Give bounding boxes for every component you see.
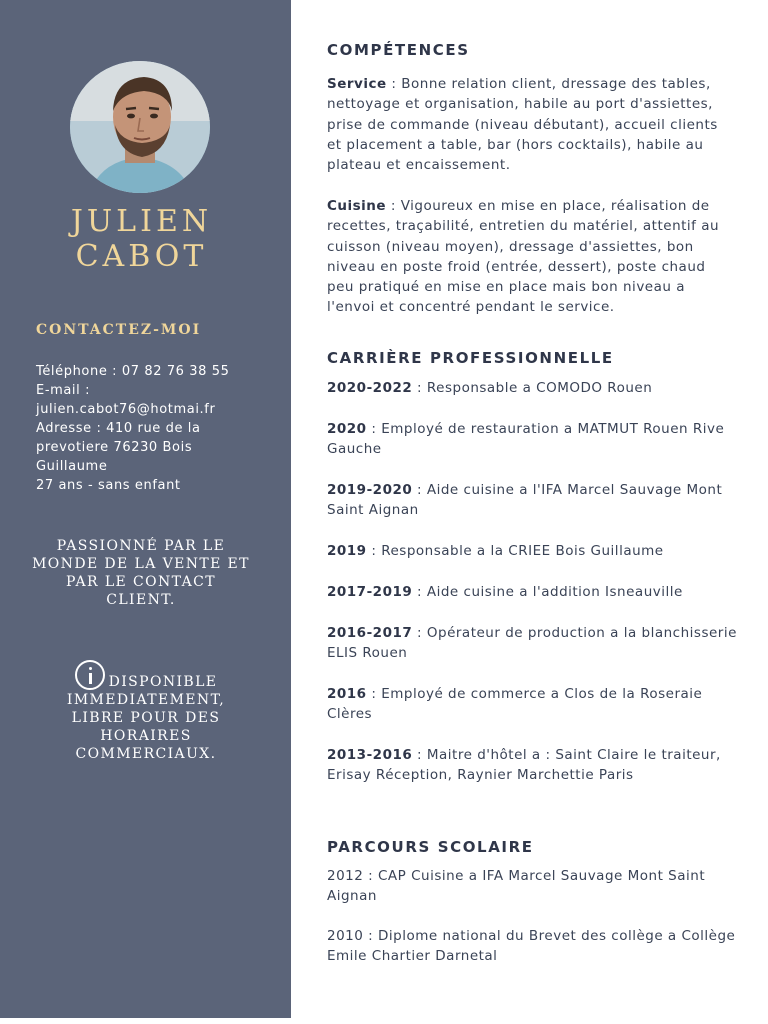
availability-text: DISPONIBLE IMMEDIATEMENT, LIBRE POUR DES HORAIRES COMMERCIAUX. [66,674,226,762]
profile-photo [70,61,210,193]
availability-note [40,660,252,763]
skill-text: : Vigoureux en mise en place, réalisation de recettes, traçabilité, entretien du matériel, attentif au cuisson (niveau moyen), dressage d'assiettes, bon niveau en poste froid (entrée, dessert), poste chaud peu pratiqué en mise en place mais bon niveau a l'envoi et concentré pendant le service. [327,198,720,316]
last-name: CABOT [75,239,208,274]
contact-details [36,362,241,495]
career-text: : Responsable a la CRIEE Bois Guillaume [366,543,664,559]
candidate-name [0,204,283,274]
career-text: : Aide cuisine a l'addition Isneauville [412,584,683,600]
skill-text: : Bonne relation client, dressage des tables, nettoyage et organisation, habile au port d'assiettes, prise de commande (niveau débutant), accueil clients et placement a table, bar (hors cocktails), habile au plateau et encaissement. [327,76,718,174]
career-item [327,745,737,786]
career-text: : Employé de restauration a MATMUT Rouen Rive Gauche [327,421,725,458]
contact-line: E-mail : [36,383,91,398]
contact-heading: CONTACTEZ-MOI [36,322,202,338]
skill-cuisine [327,196,737,318]
contact-line: Guillaume [36,459,108,474]
career-years: 2016-2017 [327,625,413,641]
education-heading: PARCOURS SCOLAIRE [327,838,534,856]
contact-line: Adresse : 410 rue de la [36,421,201,436]
skill-label: Cuisine [327,198,387,214]
career-years: 2017-2019 [327,584,413,600]
career-text: : Aide cuisine a l'IFA Marcel Sauvage Mont Saint Aignan [327,482,723,519]
portrait-illustration [70,61,210,193]
career-text: : Employé de commerce a Clos de la Roseraie Clères [327,686,703,723]
contact-line: julien.cabot76@hotmai.fr [36,402,216,417]
career-years: 2019-2020 [327,482,413,498]
education-item: 2010 : Diplome national du Brevet des collège a Collège Emile Chartier Darnetal [327,928,736,965]
career-item [327,378,737,398]
career-text: : Opérateur de production a la blanchisserie ELIS Rouen [327,625,737,662]
career-item [327,623,737,664]
career-years: 2016 [327,686,367,702]
career-years: 2020 [327,421,367,437]
career-years: 2019 [327,543,367,559]
tagline: PASSIONNÉ PAR LE MONDE DE LA VENTE ET PAR LE CONTACT CLIENT. [32,538,250,608]
career-item [327,419,737,460]
career-item [327,684,737,725]
career-text: : Maitre d'hôtel a : Saint Claire le traiteur, Erisay Réception, Raynier Marchettie Paris [327,747,721,784]
contact-line: 27 ans - sans enfant [36,478,181,493]
education-item: 2012 : CAP Cuisine a IFA Marcel Sauvage Mont Saint Aignan [327,868,706,905]
contact-line: Téléphone : 07 82 76 38 55 [36,364,230,379]
career-text: : Responsable a COMODO Rouen [412,380,653,396]
career-heading: CARRIÈRE PROFESSIONNELLE [327,349,614,367]
first-name: JULIEN [70,204,213,239]
skills-heading: COMPÉTENCES [327,41,470,59]
contact-line: prevotiere 76230 Bois [36,440,193,455]
skill-label: Service [327,76,387,92]
career-years: 2020-2022 [327,380,413,396]
career-item [327,541,737,561]
info-icon [75,660,105,690]
career-years: 2013-2016 [327,747,413,763]
sidebar [0,0,291,1018]
skill-service [327,74,737,175]
career-item [327,480,737,521]
career-item [327,582,737,602]
